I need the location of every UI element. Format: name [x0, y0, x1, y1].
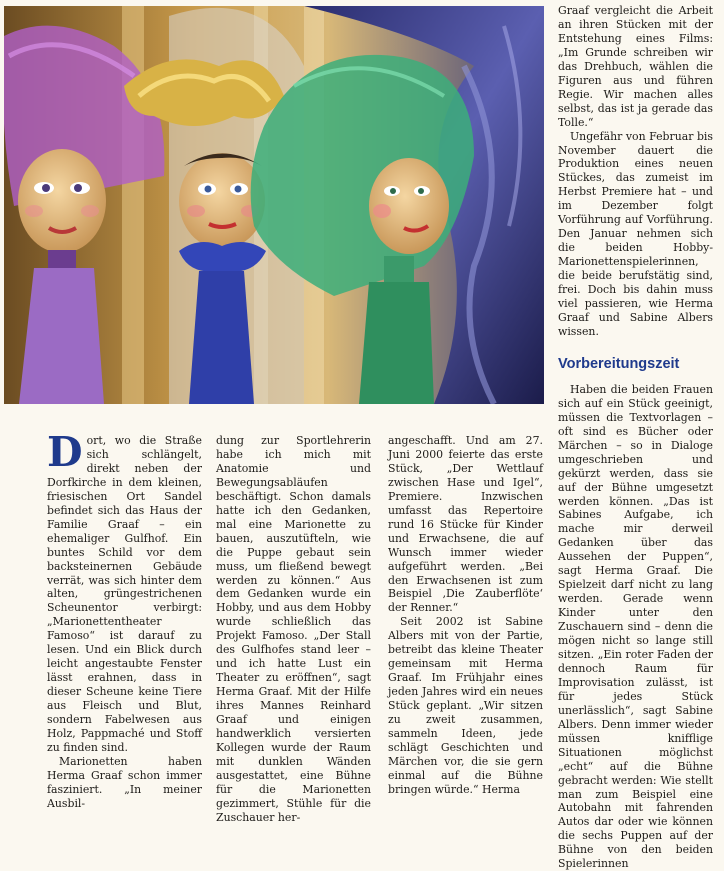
article-paragraph: Haben die beiden Frauen sich auf ein Stück geeinigt, müssen die Textvorlagen – oft sind es Bücher oder Märchen – so in Dialoge umgeschrieben und gekürzt werden, dass sie auf der Bühne umgesetzt werden können. „Das ist Sabines Aufgabe, ich mache mir derweil Gedanken über das Aussehen der Puppen“, sagt Herma Graaf. Die Spielzeit darf nicht zu lang werden. Gerade wenn Kinder unter den Zuschauern sind – denn die mögen nicht so lange still sitzen. „Ein roter Faden der dennoch Raum für Improvisation zulässt, ist für jedes Stück unerlässlich“, sagt Sabine Albers. Denn immer wieder müssen knifflige Situationen möglichst „echt“ auf die Bühne gebracht werden: Wie stellt man zum Beispiel eine Autobahn mit fahrenden Autos dar oder wie können die sechs Puppen auf der Bühne von den beiden Spielerinnen [558, 382, 713, 871]
article-column-3 [388, 434, 543, 797]
article-paragraph: dung zur Sportlehrerin habe ich mich mit Anatomie und Bewegungsabläufen beschäftigt. Schon damals hatte ich den Gedanken, mal eine Marionette zu bauen, auszutüfteln, wie die Puppe gebaut sein muss, um fließend bewegt werden zu können.“ Aus dem Gedanken wurde ein Hobby, und aus dem Hobby wurde schließlich das Projekt Famoso. „Der Stall des Gulfhofes stand leer – und ich hatte Lust ein Theater zu eröffnen“, sagt Herma Graaf. Mit der Hilfe ihres Mannes Reinhard Graaf und einigen handwerklich versierten Kollegen wurde der Raum mit dunklen Wänden ausgestattet, eine Bühne für die Marionetten gezimmert, Stühle für die Zuschauer her- [216, 434, 371, 824]
article-paragraph: angeschafft. Und am 27. Juni 2000 feierte das erste Stück, „Der Wettlauf zwischen Hase und Igel“, Premiere. Inzwischen umfasst das Repertoire rund 16 Stücke für Kinder und Erwachsene, die auf Wunsch immer wieder aufgeführt werden. „Bei den Erwachsenen ist zum Beispiel ‚Die Zauberflöte‘ der Renner.“ [388, 434, 543, 615]
article-paragraph [47, 428, 202, 755]
article-paragraph: Ungefähr von Februar bis November dauert die Produktion eines neuen Stückes, das zumeist im Herbst Premiere hat – und im Dezember folgt Vorführung auf Vorführung. Den Januar nehmen sich die beiden Hobby-Marionettenspielerinnen, die beide berufstätig sind, frei. Doch bis dahin muss viel passieren, wie Herma Graaf und Sabine Albers wissen. [558, 129, 713, 338]
article-column-right [558, 4, 713, 871]
drop-cap: D [47, 428, 83, 476]
section-heading: Vorbereitungszeit [558, 355, 680, 372]
article-paragraph: Marionetten haben Herma Graaf schon immer fasziniert. „In meiner Ausbil- [47, 754, 202, 810]
article-column-2 [216, 434, 371, 825]
article-paragraph: Seit 2002 ist Sabine Albers mit von der Partie, betreibt das kleine Theater gemeinsam mit Herma Graaf. Im Frühjahr eines jeden Jahres wird ein neues Stück geplant. „Wir sitzen zu zweit zusammen, sammeln Ideen, jede schlägt Geschichten und Märchen vor, die sie gern einmal auf die Bühne bringen würde.“ Herma [388, 615, 543, 796]
article-paragraph: Graaf vergleicht die Arbeit an ihren Stücken mit der Entstehung eines Films: „Im Grunde schreiben wir das Drehbuch, wählen die Figuren aus und führen Regie. Wir machen alles selbst, das ist ja gerade das Tolle.“ [558, 4, 713, 129]
marionettes-photo [4, 6, 544, 404]
article-column-1 [47, 428, 202, 811]
marionettes-illustration [4, 6, 544, 404]
article-lead-text: ort, wo die Straße sich schlängelt, direkt neben der Dorfkirche in dem kleinen, friesischen Ort Sandel befindet sich das Haus der Familie Graaf – ein ehemaliger Gulfhof. Ein buntes Schild vor dem backsteinernen Gebäude verrät, was sich hinter dem alten, grüngestrichenen Scheunentor verbirgt: „Marionettentheater Famoso“ ist darauf zu lesen. Und ein Blick durch leicht angestaubte Fenster lässt erahnen, dass in dieser Scheune keine Tiere aus Fleisch und Blut, sondern Fabelwesen aus Holz, Pappmaché und Stoff zu finden sind. [47, 434, 202, 754]
